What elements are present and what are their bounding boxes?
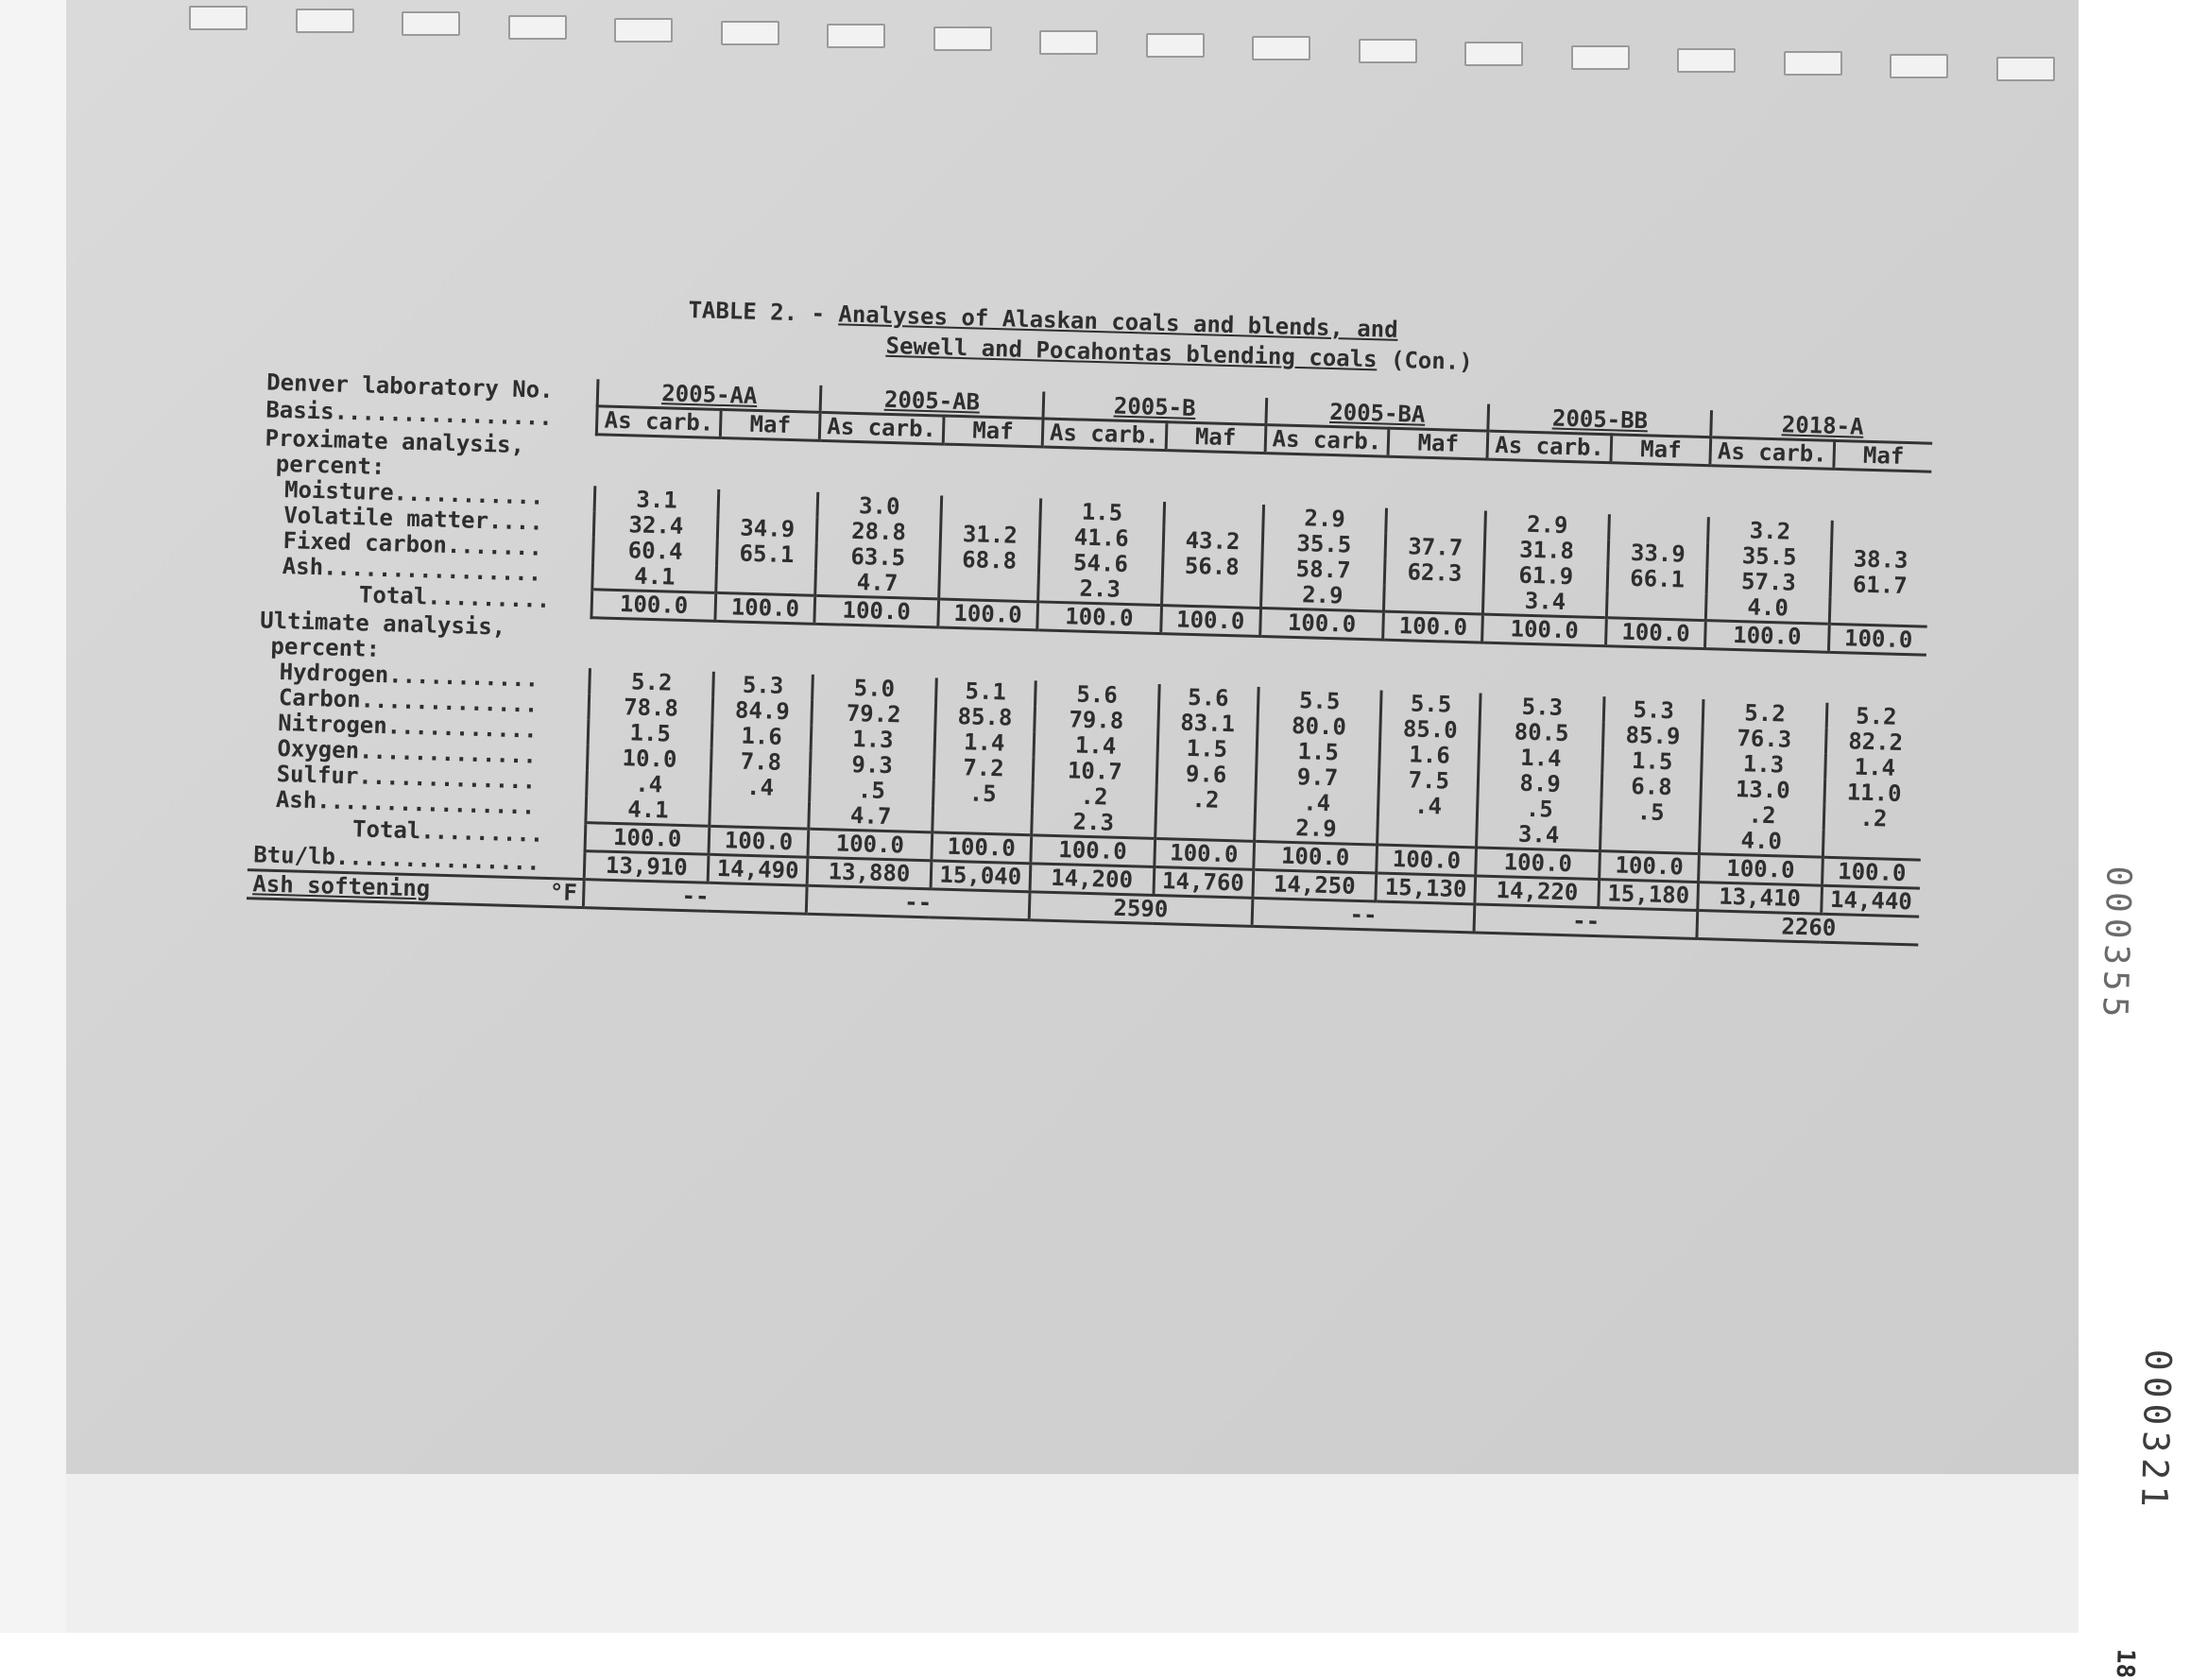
value-cell: 2.3 — [1032, 808, 1155, 838]
total-cell: 100.0 — [585, 823, 709, 855]
total-cell: 100.0 — [1037, 601, 1161, 633]
value-cell — [938, 572, 1038, 601]
ash-softening-cell: -- — [1474, 904, 1697, 939]
side-number: 000321 — [2132, 1348, 2180, 1514]
total-cell: 100.0 — [1476, 848, 1600, 880]
btu-cell: 14,200 — [1030, 864, 1154, 896]
basis-header: Maf — [1834, 440, 1933, 471]
value-cell: 80.5 — [1480, 719, 1603, 748]
value-cell: 61.9 — [1484, 561, 1608, 591]
total-cell: 100.0 — [1253, 841, 1377, 873]
perforation-hole — [1996, 57, 2055, 81]
basis-label: Basis................ — [265, 396, 554, 431]
value-cell: 33.9 — [1608, 540, 1708, 568]
ash-softening-cell: -- — [806, 885, 1029, 920]
value-cell: 5.2 — [1826, 703, 1925, 731]
perforation-hole — [827, 24, 885, 48]
value-cell: 84.9 — [712, 697, 813, 726]
basis-header: Maf — [943, 416, 1043, 447]
value-cell: 3.2 — [1708, 517, 1832, 546]
table-title — [688, 296, 1538, 376]
value-cell: 1.5 — [1156, 735, 1257, 763]
value-cell: 66.1 — [1607, 565, 1707, 593]
value-cell: 35.5 — [1707, 542, 1831, 572]
value-cell: 1.4 — [1479, 745, 1602, 774]
total-cell: 100.0 — [1822, 857, 1921, 888]
page-number: 18 — [2110, 1648, 2140, 1679]
basis-header: As carb. — [1710, 437, 1834, 470]
btu-cell: 15,180 — [1599, 880, 1699, 911]
value-cell: 1.4 — [1824, 754, 1923, 782]
value-cell: 9.7 — [1256, 763, 1379, 793]
value-cell — [710, 799, 810, 829]
value-cell: 4.1 — [592, 562, 716, 592]
perforation-strip — [189, 6, 2060, 43]
total-cell: 100.0 — [1031, 835, 1155, 867]
bottom-margin-strip — [66, 1474, 2079, 1633]
value-cell: 5.2 — [590, 668, 713, 697]
value-cell: 10.7 — [1033, 757, 1156, 786]
value-cell: .2 — [1032, 782, 1155, 812]
btu-cell: 13,880 — [807, 857, 931, 889]
perforation-hole — [402, 11, 460, 36]
value-cell: 1.6 — [711, 723, 812, 751]
value-cell: 56.8 — [1162, 553, 1262, 581]
row-label: Hydrogen........... — [279, 659, 539, 693]
row-label: Nitrogen........... — [277, 709, 539, 744]
total-cell: 100.0 — [1377, 845, 1477, 876]
perforation-hole — [1784, 51, 1842, 76]
value-cell: 5.2 — [1703, 699, 1826, 729]
ash-softening-unit: °F — [549, 879, 578, 906]
value-cell — [1831, 520, 1929, 548]
perforation-hole — [1359, 39, 1417, 63]
value-cell — [1823, 831, 1921, 860]
value-cell: 54.6 — [1038, 549, 1162, 578]
basis-header: Maf — [720, 409, 820, 440]
total-cell: 100.0 — [814, 595, 938, 627]
value-cell: 5.6 — [1035, 680, 1158, 710]
total-cell: 100.0 — [591, 589, 715, 621]
value-cell: 34.9 — [717, 514, 817, 542]
title-prefix: TABLE 2. - — [688, 296, 839, 328]
value-cell: 3.4 — [1477, 820, 1600, 850]
ultimate-subheading: percent: — [270, 632, 381, 662]
perforation-hole — [508, 15, 567, 40]
total-cell: 100.0 — [808, 829, 932, 861]
perforation-hole — [1146, 33, 1205, 58]
value-cell: 1.3 — [1702, 750, 1825, 780]
value-cell: 7.2 — [933, 754, 1034, 782]
value-cell — [1155, 812, 1255, 841]
value-cell: 78.8 — [589, 694, 712, 723]
value-cell: 10.0 — [588, 745, 711, 774]
row-label: Moisture........... — [283, 475, 544, 510]
value-cell: 1.5 — [1257, 738, 1380, 767]
value-cell: 57.3 — [1706, 568, 1830, 597]
value-cell: 68.8 — [939, 546, 1039, 574]
value-cell: .5 — [1478, 795, 1601, 824]
value-cell: 9.3 — [811, 751, 934, 780]
btu-cell: 14,760 — [1154, 866, 1254, 898]
value-cell: 4.0 — [1706, 593, 1830, 624]
title-underlined-2: Sewell and Pocahontas blending coals — [885, 332, 1378, 373]
perforation-hole — [1464, 42, 1523, 66]
value-cell — [1384, 584, 1484, 613]
btu-cell: 13,410 — [1698, 883, 1822, 915]
perforation-hole — [1890, 54, 1948, 78]
value-cell: 65.1 — [717, 540, 817, 568]
value-cell — [1378, 818, 1478, 848]
perforation-hole — [296, 9, 354, 33]
value-cell: 9.6 — [1156, 761, 1257, 789]
analyses-table — [247, 369, 1933, 946]
value-cell: 4.7 — [815, 568, 939, 598]
basis-header: Maf — [1388, 428, 1488, 459]
row-label: Carbon............. — [278, 684, 539, 718]
row-label: Ash................ — [275, 785, 536, 820]
value-cell — [1600, 824, 1700, 853]
value-cell — [1829, 596, 1927, 626]
value-cell: 5.6 — [1158, 684, 1258, 712]
value-cell: 63.5 — [816, 542, 940, 572]
value-cell: 82.2 — [1825, 729, 1924, 757]
side-stamp: 000355 — [2095, 865, 2138, 1023]
value-cell: 1.4 — [934, 729, 1035, 757]
value-cell: 5.5 — [1381, 691, 1481, 719]
total-cell: 100.0 — [715, 592, 815, 624]
total-label: Total......... — [358, 581, 551, 613]
perforation-hole — [189, 6, 248, 30]
value-cell: .5 — [1600, 798, 1701, 827]
value-cell: 5.5 — [1258, 687, 1381, 716]
left-margin-strip — [0, 0, 67, 1633]
total-label: Total......... — [351, 814, 544, 848]
value-cell: 2.9 — [1263, 505, 1387, 534]
value-cell: .2 — [1823, 805, 1922, 833]
value-cell: 4.7 — [809, 802, 933, 832]
value-cell: .4 — [587, 770, 710, 799]
value-cell: 2.9 — [1254, 814, 1378, 845]
btu-cell: 14,440 — [1821, 885, 1920, 917]
perforation-hole — [1677, 48, 1736, 73]
basis-header: As carb. — [1042, 419, 1166, 451]
value-cell: 85.8 — [935, 703, 1036, 731]
total-cell: 100.0 — [1154, 838, 1254, 869]
value-cell — [1609, 514, 1709, 542]
value-cell: .4 — [710, 774, 811, 802]
value-cell: 2.9 — [1485, 510, 1609, 540]
value-cell: 8.9 — [1479, 769, 1602, 798]
value-cell: 1.5 — [1040, 498, 1164, 527]
ash-softening-text: Ash softening — [252, 870, 431, 902]
row-label: Ash................ — [282, 552, 542, 587]
value-cell — [1606, 591, 1706, 620]
value-cell: 2.9 — [1260, 580, 1384, 610]
value-cell: 11.0 — [1824, 780, 1923, 808]
btu-cell: 14,220 — [1475, 876, 1599, 908]
value-cell: 1.5 — [589, 719, 712, 748]
value-cell: .4 — [1255, 789, 1378, 818]
btu-cell: 15,130 — [1376, 873, 1476, 904]
value-cell: .2 — [1700, 801, 1823, 831]
value-cell: .4 — [1378, 793, 1479, 821]
title-underlined-1: Analyses of Alaskan coals and blends, and — [838, 300, 1399, 343]
value-cell: 76.3 — [1703, 725, 1826, 754]
basis-header: As carb. — [1487, 431, 1611, 463]
title-suffix: (Con.) — [1377, 346, 1474, 376]
proximate-heading: Proximate analysis, — [265, 423, 525, 458]
value-cell: 4.0 — [1700, 827, 1823, 857]
value-cell — [716, 565, 816, 594]
value-cell: 5.1 — [935, 677, 1036, 706]
value-cell: 1.3 — [811, 726, 934, 755]
value-cell — [941, 495, 1041, 523]
value-cell: 32.4 — [594, 511, 718, 540]
proximate-subheading: percent: — [275, 450, 385, 480]
ash-softening-cell: -- — [584, 880, 807, 915]
value-cell: 35.5 — [1262, 530, 1386, 559]
total-cell: 100.0 — [1606, 617, 1706, 648]
value-cell: 5.3 — [1603, 696, 1703, 725]
value-cell: 3.4 — [1483, 587, 1607, 617]
btu-cell: 14,250 — [1253, 869, 1377, 901]
perforation-hole — [721, 21, 779, 45]
table-body — [247, 425, 1931, 945]
group-header: 2005-BA — [1266, 398, 1489, 431]
group-header: 2005-B — [1043, 391, 1266, 424]
value-cell: 61.7 — [1830, 571, 1928, 599]
group-header: 2018-A — [1711, 410, 1933, 443]
perforation-hole — [933, 26, 992, 51]
perforation-hole — [1252, 36, 1310, 60]
total-cell: 100.0 — [1699, 854, 1823, 886]
basis-header: As carb. — [1265, 425, 1389, 457]
total-cell: 100.0 — [932, 832, 1032, 864]
basis-header: As carb. — [597, 406, 721, 438]
ash-softening-cell: 2590 — [1029, 892, 1252, 927]
row-label: Fixed carbon....... — [282, 526, 543, 561]
value-cell: 31.2 — [940, 521, 1040, 549]
value-cell: .5 — [933, 780, 1033, 808]
total-cell: 100.0 — [1160, 605, 1260, 636]
value-cell: 38.3 — [1831, 545, 1929, 574]
value-cell: 3.1 — [595, 486, 719, 515]
value-cell: 43.2 — [1163, 527, 1263, 556]
value-cell: 28.8 — [816, 517, 940, 546]
value-cell: 85.0 — [1380, 716, 1481, 745]
value-cell: 79.8 — [1035, 706, 1158, 735]
value-cell — [1386, 507, 1486, 536]
value-cell: .2 — [1155, 786, 1256, 814]
value-cell: 6.8 — [1601, 773, 1702, 801]
ultimate-heading: Ultimate analysis, — [259, 607, 506, 641]
total-cell: 100.0 — [938, 598, 1038, 629]
ash-softening-cell: 2260 — [1697, 911, 1919, 946]
value-cell: 5.3 — [1481, 694, 1604, 723]
btu-cell: 13,910 — [585, 851, 709, 883]
total-cell: 100.0 — [1482, 614, 1606, 646]
value-cell: 60.4 — [593, 537, 717, 566]
basis-header: Maf — [1166, 422, 1266, 454]
value-cell: 31.8 — [1484, 536, 1608, 565]
value-cell: 1.4 — [1034, 731, 1157, 761]
document-page — [189, 255, 2180, 1679]
value-cell — [718, 489, 818, 517]
perforation-hole — [1571, 45, 1630, 70]
value-cell: 1.5 — [1602, 747, 1703, 776]
group-header: 2005-AA — [598, 379, 821, 412]
total-cell: 100.0 — [1828, 624, 1927, 655]
ash-softening-cell: -- — [1252, 898, 1475, 933]
value-cell: 3.0 — [817, 491, 941, 521]
value-cell: 37.7 — [1385, 533, 1485, 561]
value-cell — [933, 805, 1033, 834]
row-label: Volatile matter.... — [282, 501, 544, 536]
basis-header: Maf — [1611, 435, 1711, 466]
value-cell: 13.0 — [1701, 776, 1824, 805]
value-cell: 80.0 — [1257, 712, 1380, 742]
value-cell — [1161, 578, 1261, 608]
total-cell: 100.0 — [709, 826, 809, 857]
value-cell: 85.9 — [1603, 722, 1703, 750]
perforation-hole — [614, 18, 673, 43]
row-label: Oxygen............. — [277, 734, 538, 769]
value-cell: 5.3 — [713, 672, 813, 700]
value-cell: 58.7 — [1261, 555, 1385, 584]
total-cell: 100.0 — [1705, 620, 1829, 652]
value-cell: 5.0 — [813, 675, 936, 704]
group-header: 2005-AB — [820, 386, 1043, 419]
btu-cell: 14,490 — [708, 854, 808, 885]
total-cell: 100.0 — [1600, 851, 1700, 883]
total-cell: 100.0 — [1259, 608, 1383, 640]
value-cell: 2.3 — [1038, 574, 1162, 605]
perforation-hole — [1039, 30, 1098, 55]
value-cell: .5 — [810, 777, 933, 806]
value-cell: 41.6 — [1039, 523, 1163, 553]
value-cell: 4.1 — [586, 796, 710, 826]
value-cell: 7.5 — [1378, 767, 1479, 796]
row-label: Sulfur............. — [276, 760, 537, 795]
value-cell: 79.2 — [812, 700, 935, 729]
value-cell: 7.8 — [710, 748, 811, 777]
value-cell: 1.6 — [1379, 742, 1480, 770]
lab-number-label: Denver laboratory No. — [265, 369, 554, 403]
basis-header: As carb. — [819, 412, 943, 444]
value-cell: 62.3 — [1385, 558, 1485, 587]
group-header: 2005-BB — [1488, 404, 1711, 437]
btu-label: Btu/lb............... — [248, 842, 586, 880]
total-cell: 100.0 — [1383, 611, 1483, 643]
value-cell — [1163, 502, 1263, 530]
btu-cell: 15,040 — [931, 861, 1031, 892]
value-cell: 83.1 — [1157, 710, 1258, 738]
